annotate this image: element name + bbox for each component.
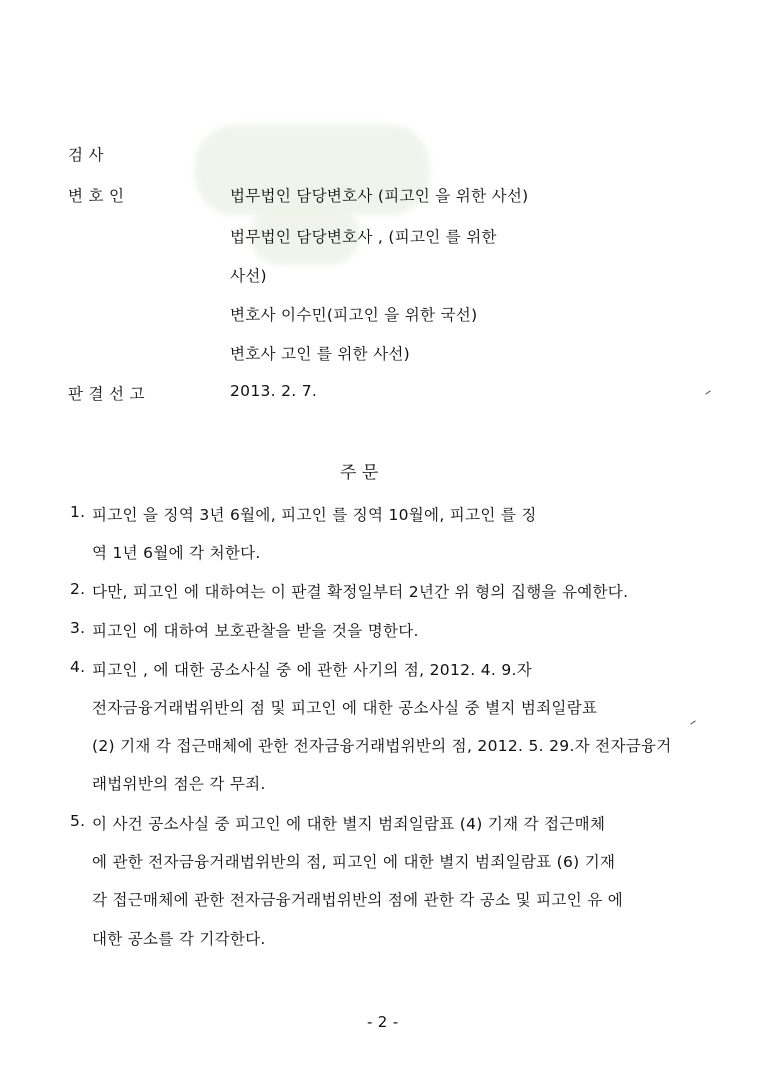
item-line: 피고인 에 대하여 보호관찰을 받을 것을 명한다. (92, 622, 419, 640)
item-line: 에 관한 전자금융거래법위반의 점, 피고인 에 대한 별지 범죄일람표 (6) 기재 (92, 853, 616, 871)
defense-line: 변호사 고인 를 위한 사선) (230, 345, 410, 363)
item-line: 이 사건 공소사실 중 피고인 에 대한 별지 범죄일람표 (4) 기재 각 접근매체 (92, 815, 606, 833)
item-number: 2. (70, 580, 86, 598)
item-number: 1. (70, 503, 86, 521)
verdict-label: 판 결 선 고 (68, 385, 145, 403)
defense-line: 법무법인 담당변호사 (피고인 을 위한 사선) (230, 187, 529, 205)
item-number: 3. (70, 619, 86, 637)
item-number: 5. (70, 812, 86, 830)
defense-line: 사선) (230, 267, 267, 285)
defense-line: 변호사 이수민(피고인 을 위한 국선) (230, 306, 478, 324)
item-line: 래법위반의 점은 각 무죄. (92, 775, 266, 793)
item-line: 전자금융거래법위반의 점 및 피고인 에 대한 공소사실 중 별지 범죄일람표 (92, 699, 598, 717)
item-line: 다만, 피고인 에 대하여는 이 판결 확정일부터 2년간 위 형의 집행을 유예한다. (92, 583, 629, 601)
section-title: 주 문 (340, 463, 379, 483)
item-number: 4. (70, 658, 86, 676)
defense-line: 법무법인 담당변호사 , (피고인 를 위한 (230, 228, 497, 246)
verdict-date: 2013. 2. 7. (230, 382, 318, 400)
scan-mark (705, 390, 710, 394)
item-line: 역 1년 6월에 각 처한다. (92, 544, 261, 562)
item-line: 피고인 을 징역 3년 6월에, 피고인 를 징역 10월에, 피고인 를 징 (92, 506, 537, 524)
prosecutor-label: 검 사 (68, 146, 104, 164)
page-number: - 2 - (367, 1013, 399, 1031)
item-line: 각 접근매체에 관한 전자금융거래법위반의 점에 관한 각 공소 및 피고인 유 에 (92, 891, 623, 909)
defense-label: 변 호 인 (68, 187, 125, 205)
scan-mark (690, 720, 695, 724)
item-line: (2) 기재 각 접근매체에 관한 전자금융거래법위반의 점, 2012. 5. 29.자 전자금융거 (92, 737, 672, 755)
item-line: 대한 공소를 각 기각한다. (92, 930, 266, 948)
item-line: 피고인 , 에 대한 공소사실 중 에 관한 사기의 점, 2012. 4. 9.자 (92, 661, 533, 679)
